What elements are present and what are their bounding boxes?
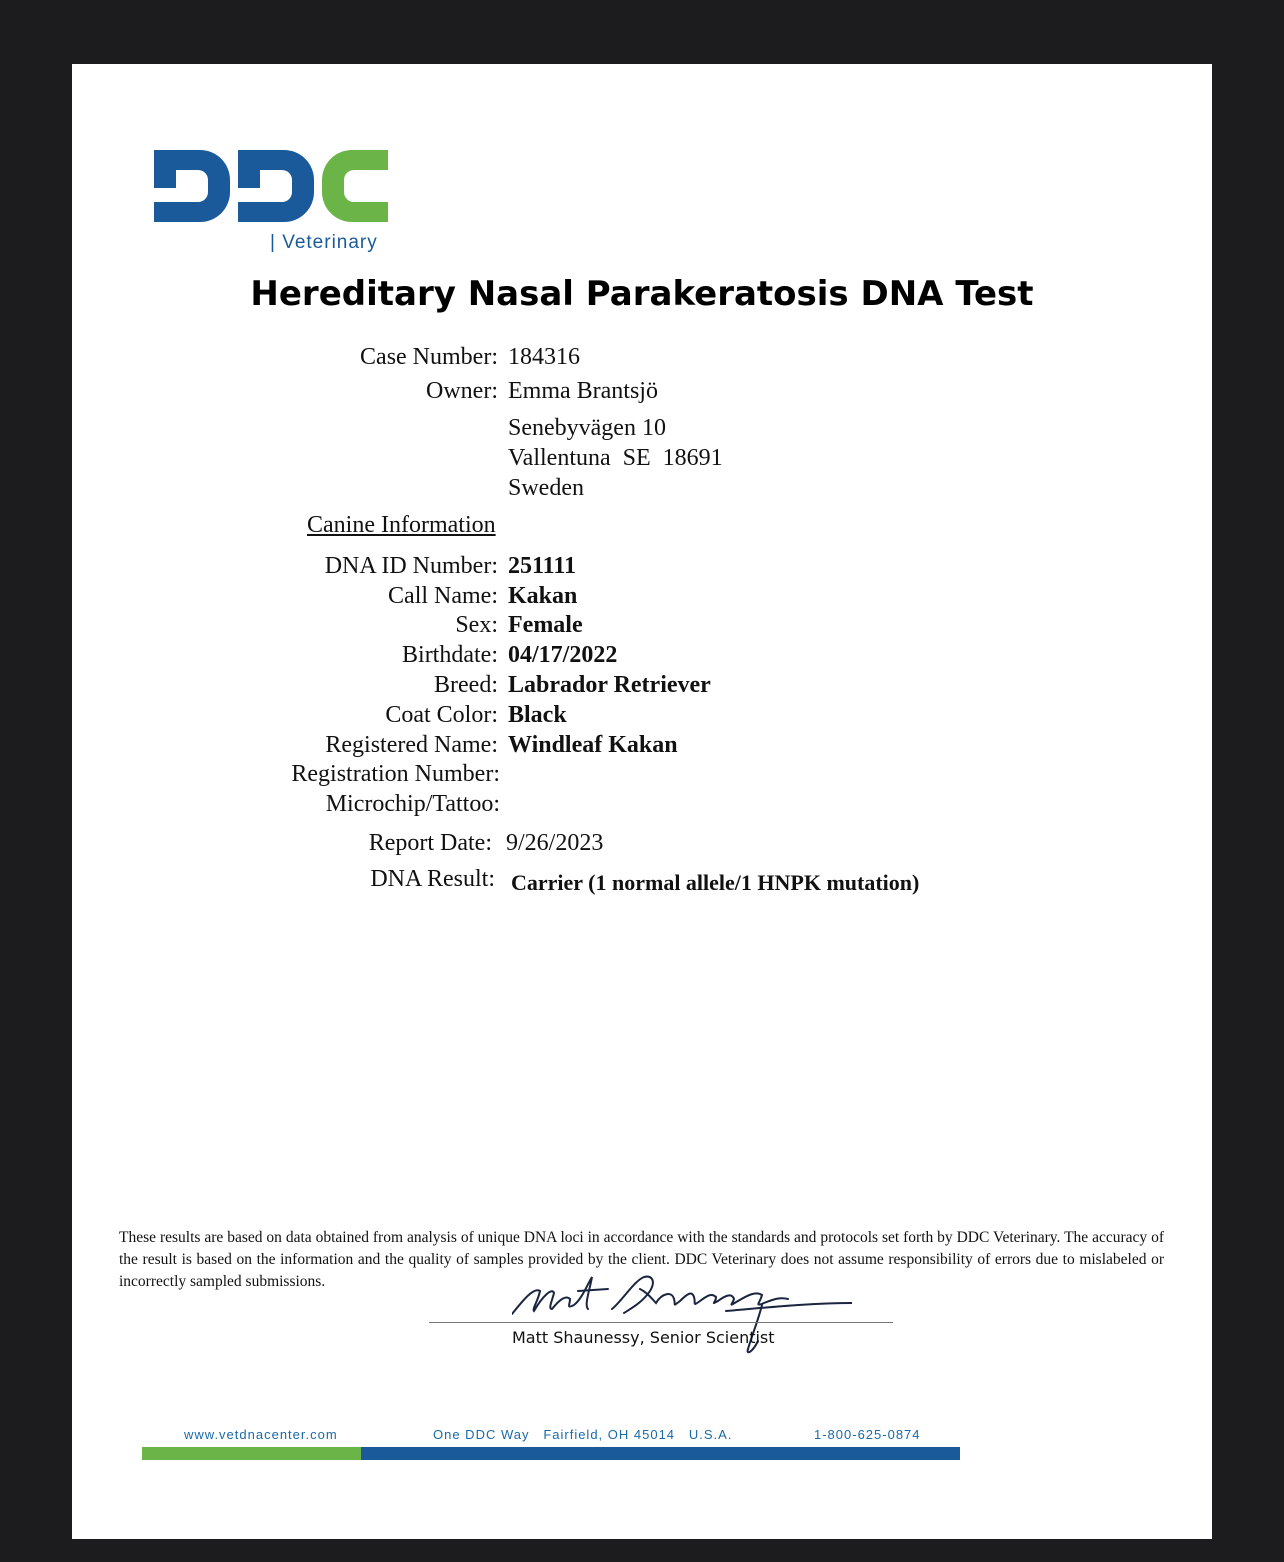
canine-field-label: Breed:: [434, 672, 498, 698]
canine-field-value: 04/17/2022: [508, 642, 618, 668]
footer-phone: 1-800-625-0874: [814, 1427, 921, 1442]
canine-field-label: Birthdate:: [402, 642, 498, 668]
canine-field-value: Kakan: [508, 583, 578, 609]
canine-field-label: Sex:: [455, 612, 498, 638]
footer-bar-blue: [361, 1447, 960, 1460]
canine-field-label: Microchip/Tattoo:: [325, 791, 500, 817]
canine-field-label: DNA ID Number:: [324, 553, 498, 579]
document-title: Hereditary Nasal Parakeratosis DNA Test: [250, 274, 1034, 314]
canine-field-label: Registration Number:: [291, 761, 500, 787]
ddc-logo-mark: [154, 148, 394, 228]
address-line2-text: Vallentuna SE 18691: [508, 445, 723, 471]
canine-field-label: Registered Name:: [325, 732, 498, 758]
owner-label: Owner:: [426, 378, 498, 404]
case-number-value: 184316: [508, 344, 580, 370]
footer-website: www.vetdnacenter.com: [184, 1427, 338, 1442]
report-date-value: 9/26/2023: [506, 830, 604, 856]
dna-result-label: DNA Result:: [370, 866, 495, 892]
owner-name: Emma Brantsjö: [508, 378, 658, 404]
disclaimer-text: These results are based on data obtained from analysis of unique DNA loci in accordance with the standards and protocols set forth by DDC Veterinary. The accuracy of the result is based on the information and the quality of samples provided by the client. DDC Veterinary does not assume responsibility of errors due to mislabeled or incorrectly sampled submissions.: [119, 1229, 1164, 1290]
address-line1-text: Senebyvägen 10: [508, 415, 666, 441]
address-line3-text: Sweden: [508, 475, 584, 501]
signature-line: [429, 1322, 893, 1323]
canine-field-value: Windleaf Kakan: [508, 732, 678, 758]
case-number-label: Case Number:: [360, 344, 498, 370]
dna-result-value: Carrier (1 normal allele/1 HNPK mutation): [511, 870, 920, 895]
ddc-logo: [154, 148, 394, 258]
canine-field-label: Coat Color:: [385, 702, 498, 728]
report-date-label: Report Date:: [368, 830, 492, 856]
canine-info-heading: Canine Information: [307, 512, 496, 538]
canine-field-label: Call Name:: [388, 583, 498, 609]
canine-field-value: Female: [508, 612, 583, 638]
footer-address: One DDC Way Fairfield, OH 45014 U.S.A.: [433, 1427, 733, 1442]
canine-field-value: Labrador Retriever: [508, 672, 711, 698]
logo-subtitle: | Veterinary: [270, 232, 378, 253]
signature-caption: Matt Shaunessy, Senior Scientist: [512, 1328, 775, 1347]
canine-field-value: 251111: [508, 553, 577, 579]
canine-field-value: Black: [508, 702, 567, 728]
certificate-page: [72, 64, 1212, 1539]
footer-bar-green: [142, 1447, 361, 1460]
